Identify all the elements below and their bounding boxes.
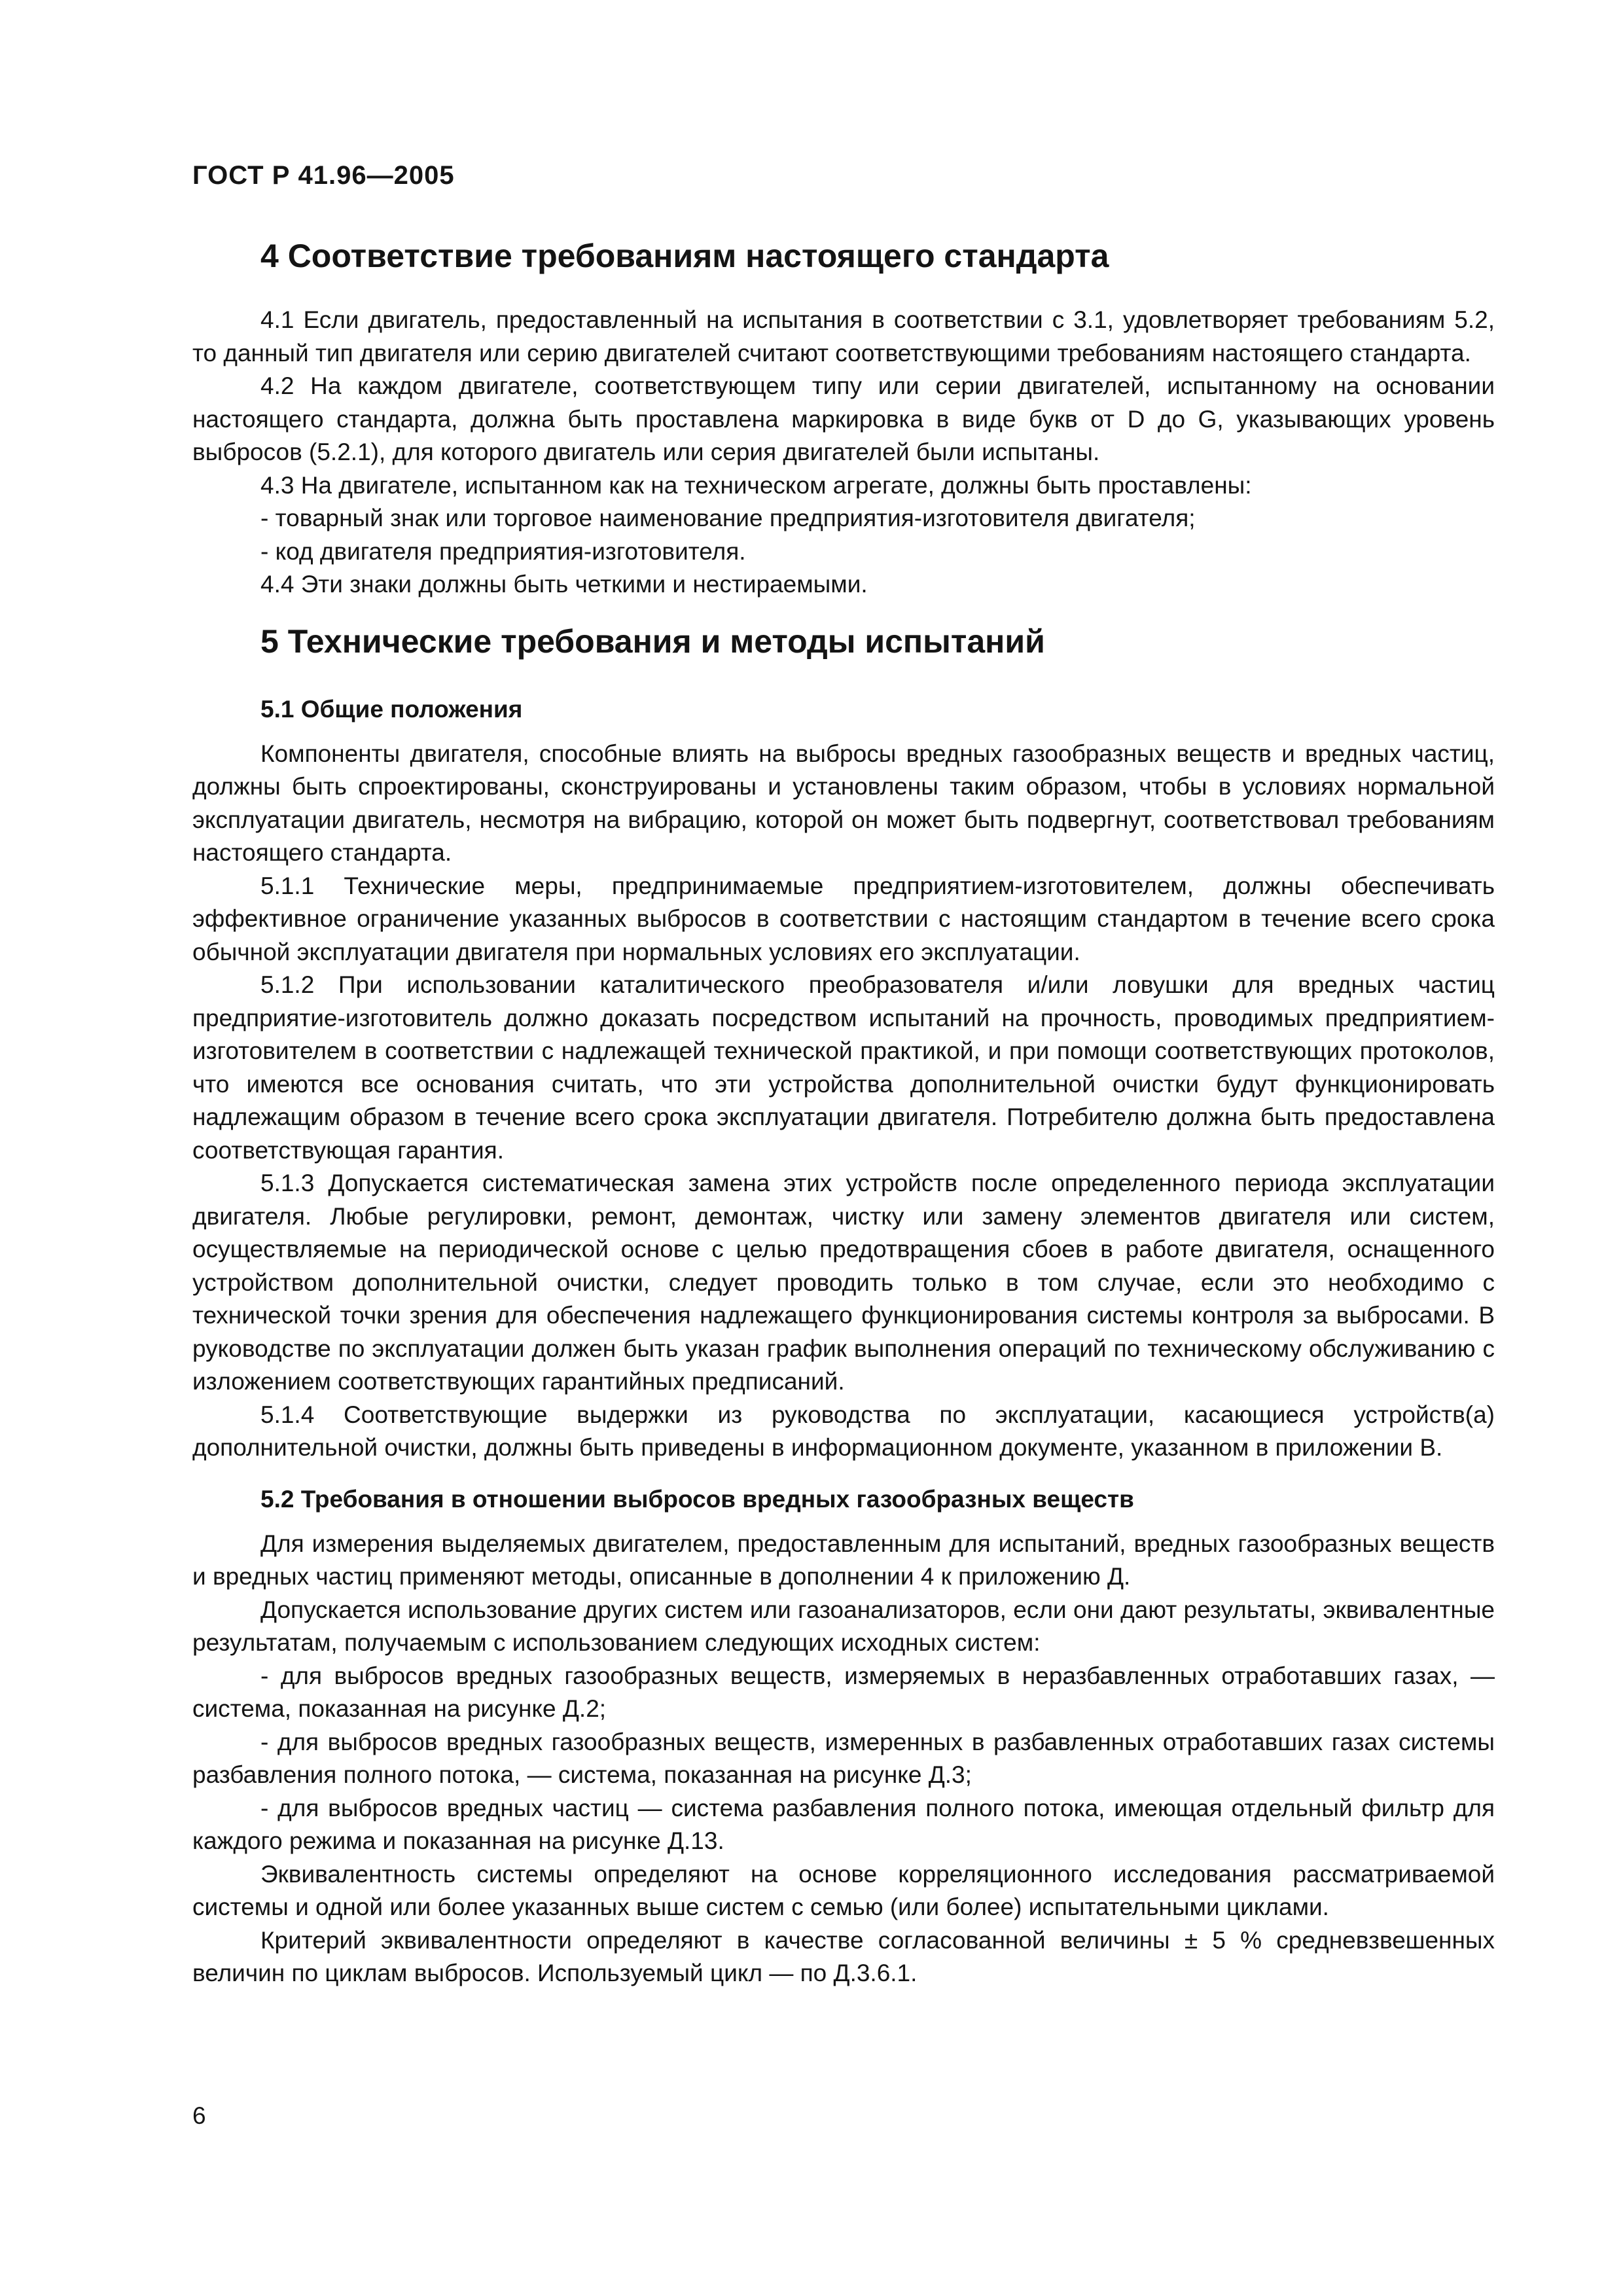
list-item-undiluted-gases: - для выбросов вредных газообразных веществ, измеряемых в неразбавленных отработавших газах, — система, показанная на рисунке Д.2; [192, 1662, 1495, 1722]
page-content [192, 216, 1495, 1990]
paragraph-4-4: 4.4 Эти знаки должны быть четкими и нестираемыми. [260, 571, 868, 598]
paragraph-5-2-equivalence: Эквивалентность системы определяют на основе корреляционного исследования рассматриваемой системы и одной или более указанных выше систем с семью (или более) испытательными циклами. [192, 1860, 1495, 1920]
paragraph-5-2-criterion: Критерий эквивалентности определяют в качестве согласованной величины ± 5 % средневзвешенных величин по циклам выбросов. Используемый цикл — по Д.3.6.1. [192, 1926, 1495, 1986]
page-number: 6 [192, 2102, 206, 2129]
paragraph-5-1-4: 5.1.4 Соответствующие выдержки из руководства по эксплуатации, касающиеся устройств(а) дополнительной очистки, должны быть приведены в информационном документе, указанном в приложении В. [192, 1401, 1495, 1461]
subsection-5-1-heading: 5.1 Общие положения [260, 695, 523, 723]
document-code-header: ГОСТ Р 41.96—2005 [192, 161, 455, 190]
list-item-trademark: - товарный знак или торговое наименование предприятия-изготовителя двигателя; [260, 505, 1196, 531]
section-5-heading: 5 Технические требования и методы испытаний [260, 622, 1045, 660]
paragraph-4-3: 4.3 На двигателе, испытанном как на техническом агрегате, должны быть проставлены: [260, 471, 1252, 499]
subsection-5-2-heading: 5.2 Требования в отношении выбросов вредных газообразных веществ [260, 1485, 1134, 1513]
list-item-particulates: - для выбросов вредных частиц — система разбавления полного потока, имеющая отдельный фильтр для каждого режима и показанная на рисунке Д.13. [192, 1794, 1495, 1854]
paragraph-5-1-intro: Компоненты двигателя, способные влиять на выбросы вредных газообразных веществ и вредных частиц, должны быть спроектированы, сконструированы и установлены таким образом, чтобы в условиях нормальной эксплуатации двигатель, несмотря на вибрацию, которой он может быть подвергнут, соответствовал требованиям настоящего стандарта. [192, 740, 1495, 866]
paragraph-5-2-intro: Для измерения выделяемых двигателем, предоставленным для испытаний, вредных газообразных веществ и вредных частиц применяют методы, описанные в дополнении 4 к приложению Д. [192, 1530, 1495, 1590]
paragraph-5-2-alternatives: Допускается использование других систем или газоанализаторов, если они дают результаты, эквивалентные результатам, получаемым с использованием следующих исходных систем: [192, 1596, 1495, 1656]
section-4-heading: 4 Соответствие требованиям настоящего стандарта [260, 238, 1109, 274]
list-item-engine-code: - код двигателя предприятия-изготовителя. [260, 537, 746, 565]
paragraph-4-1: 4.1 Если двигатель, предоставленный на испытания в соответствии с 3.1, удовлетворяет требованиям 5.2, то данный тип двигателя или серию двигателей считают соответствующими требованиям настоящего стандарта. [192, 306, 1495, 367]
paragraph-4-2: 4.2 На каждом двигателе, соответствующем типу или серии двигателей, испытанному на основании настоящего стандарта, должна быть проставлена маркировка в виде букв от D до G, указывающих уровень выбросов (5.2.1), для которого двигатель или серия двигателей были испытаны. [192, 372, 1495, 465]
paragraph-5-1-3: 5.1.3 Допускается систематическая замена этих устройств после определенного периода эксплуатации двигателя. Любые регулировки, ремонт, демонтаж, чистку или замену элементов двигателя или систем, осуществляемые на периодической основе с целью предотвращения сбоев в работе двигателя, оснащенного устройством дополнительной очистки, следует проводить только в том случае, если это необходимо с технической точки зрения для обеспечения надлежащего функционирования системы контроля за выбросами. В руководстве по эксплуатации должен быть указан график выполнения операций по техническому обслуживанию с изложением соответствующих гарантийных предписаний. [192, 1170, 1495, 1395]
paragraph-5-1-2: 5.1.2 При использовании каталитического преобразователя и/или ловушки для вредных частиц предприятие-изготовитель должно доказать посредством испытаний на прочность, проводимых предприятием-изготовителем в соответствии с надлежащей технической практикой, и при помощи соответствующих протоколов, что имеются все основания считать, что эти устройства дополнительной очистки будут функционировать надлежащим образом в течение всего срока эксплуатации двигателя. Потребителю должна быть предоставлена соответствующая гарантия. [192, 971, 1495, 1164]
paragraph-5-1-1: 5.1.1 Технические меры, предпринимаемые предприятием-изготовителем, должны обеспечивать эффективное ограничение указанных выбросов в соответствии с настоящим стандартом в течение всего срока обычной эксплуатации двигателя при нормальных условиях его эксплуатации. [192, 872, 1495, 965]
list-item-diluted-gases: - для выбросов вредных газообразных веществ, измеренных в разбавленных отработавших газах системы разбавления полного потока, — система, показанная на рисунке Д.3; [192, 1728, 1495, 1788]
